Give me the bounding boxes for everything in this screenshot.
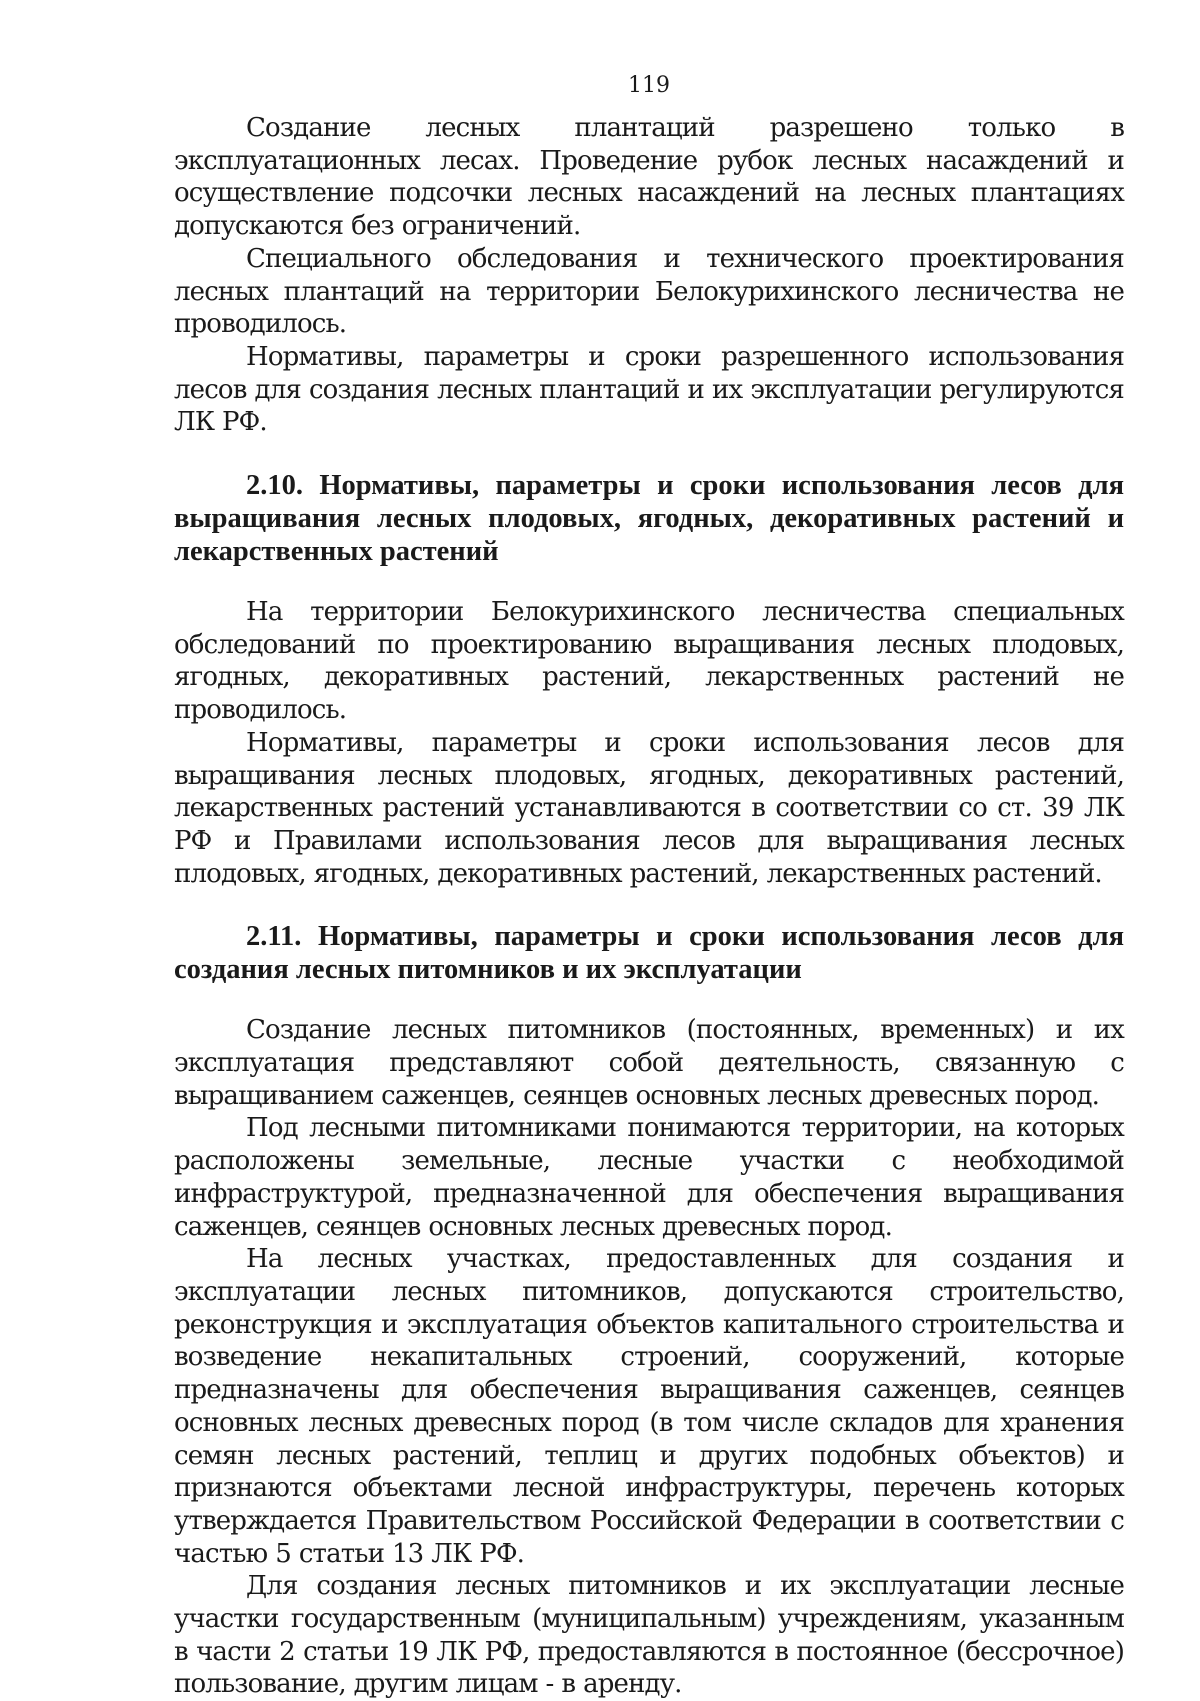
- paragraph: Для создания лесных питомников и их эксплуатации лесные участки государственным (муниципальным) учреждениям, указанным в части 2 статьи 19 ЛК РФ, предоставляются в постоянное (бессрочное) пользование, другим лицам - в аренду.: [174, 1571, 1124, 1700]
- paragraph: Создание лесных питомников (постоянных, временных) и их эксплуатация представляют собой деятельность, связанную с выращиванием саженцев, сеянцев основных лесных древесных пород.: [174, 1015, 1124, 1111]
- page-number: 119: [628, 73, 670, 98]
- document-page: [174, 72, 1124, 1701]
- paragraph: На территории Белокурихинского лесничества специальных обследований по проектированию выращивания лесных плодовых, ягодных, декоративных растений, лекарственных растений не проводилось.: [174, 597, 1124, 726]
- paragraph: Нормативы, параметры и сроки использования лесов для выращивания лесных плодовых, ягодных, декоративных растений, лекарственных растений устанавливаются в соответствии со ст. 39 ЛК РФ и Правилами использования лесов для выращивания лесных плодовых, ягодных, декоративных растений, лекарственных растений.: [174, 727, 1124, 889]
- section-heading-2-11: 2.11. Нормативы, параметры и сроки использования лесов для создания лесных питомников и их эксплуатации: [174, 921, 1124, 986]
- section-heading-2-10: 2.10. Нормативы, параметры и сроки использования лесов для выращивания лесных плодовых, ягодных, декоративных растений и лекарственных растений: [174, 470, 1124, 568]
- paragraph: Создание лесных плантаций разрешено только в эксплуатационных лесах. Проведение рубок лесных насаждений и осуществление подсочки лесных насаждений на лесных плантациях допускаются без ограничений.: [174, 113, 1124, 242]
- paragraph: Под лесными питомниками понимаются территории, на которых расположены земельные, лесные участки с необходимой инфраструктурой, предназначенной для обеспечения выращивания саженцев, сеянцев основных лесных древесных пород.: [174, 1113, 1124, 1242]
- paragraph: Специального обследования и технического проектирования лесных плантаций на территории Белокурихинского лесничества не проводилось.: [174, 243, 1124, 340]
- paragraph: На лесных участках, предоставленных для создания и эксплуатации лесных питомников, допускаются строительство, реконструкция и эксплуатация объектов капитального строительства и возведение некапитальных строений, сооружений, которые предназначены для обеспечения выращивания саженцев, сеянцев основных лесных древесных пород (в том числе складов для хранения семян лесных растений, теплиц и других подобных объектов) и признаются объектами лесной инфраструктуры, перечень которых утверждается Правительством Российской Федерации в соответствии с частью 5 статьи 13 ЛК РФ.: [174, 1244, 1124, 1569]
- paragraph: Нормативы, параметры и сроки разрешенного использования лесов для создания лесных плантаций и их эксплуатации регулируются ЛК РФ.: [174, 341, 1124, 438]
